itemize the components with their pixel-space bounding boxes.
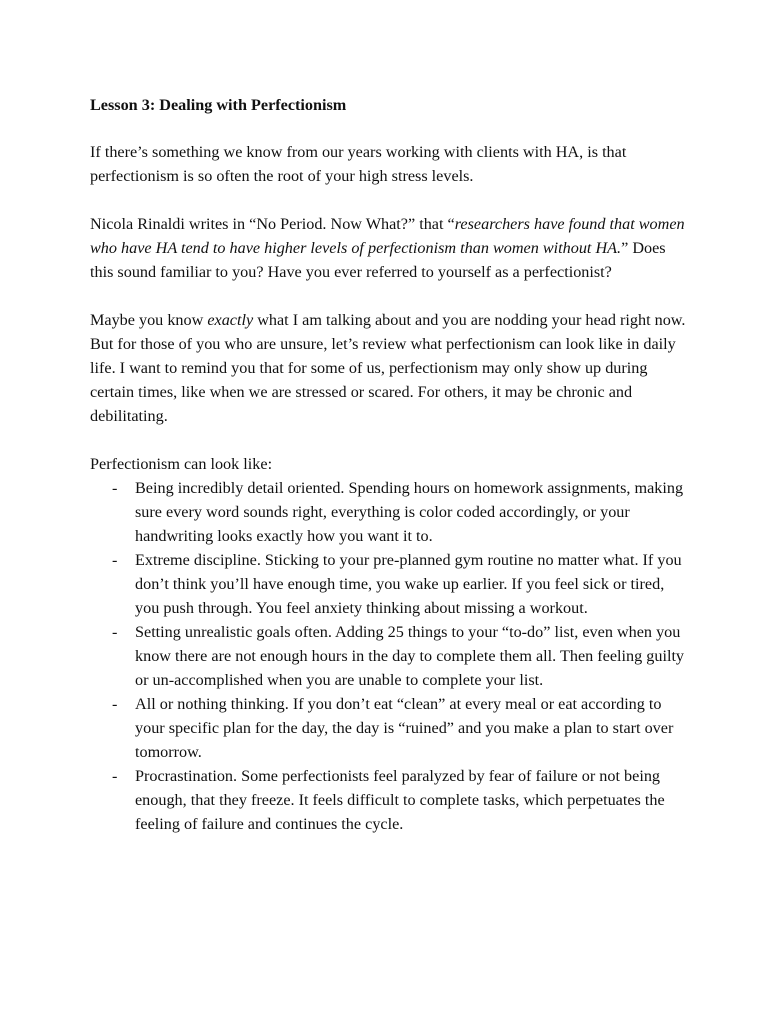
bullet-dash: - bbox=[112, 551, 118, 569]
list-item-text: All or nothing thinking. If you don’t eat “clean” at every meal or eat according to your specific plan for the day, the day is “ruined” and you make a plan to start over tomorrow. bbox=[135, 695, 674, 761]
list-item bbox=[90, 620, 690, 692]
daily-life-tail-text: what I am talking about and you are nodding your head right now. But for those of you who are unsure, let’s review what perfectionism can look like in daily life. I want to remind you that for some of us, perfectionism may only show up during certain times, like when we are stressed or scared. For others, it may be chronic and debilitating. bbox=[90, 311, 686, 425]
list-item bbox=[90, 692, 690, 764]
daily-life-lead-text: Maybe you know bbox=[90, 311, 208, 329]
quote-tail-text: ” Does this sound familiar to you? Have you ever referred to yourself as a perfectionist? bbox=[90, 239, 666, 281]
paragraph-intro: If there’s something we know from our years working with clients with HA, is that perfectionism is so often the root of your high stress levels. bbox=[90, 143, 627, 185]
lesson-title: Lesson 3: Dealing with Perfectionism bbox=[90, 96, 347, 114]
paragraph-daily-life bbox=[90, 308, 690, 428]
list-item-text: Setting unrealistic goals often. Adding 25 things to your “to-do” list, even when you know there are not enough hours in the day to complete them all. Then feeling guilty or un-accomplished when you are unable to complete your list. bbox=[135, 623, 685, 689]
bullet-dash: - bbox=[112, 623, 118, 641]
list-intro: Perfectionism can look like: bbox=[90, 455, 273, 473]
quote-lead-text: Nicola Rinaldi writes in “No Period. Now What?” that “ bbox=[90, 215, 455, 233]
list-item-text: Extreme discipline. Sticking to your pre-planned gym routine no matter what. If you don’t think you’ll have enough time, you wake up earlier. If you feel sick or tired, you push through. You feel anxiety thinking about missing a workout. bbox=[135, 551, 682, 617]
paragraph-rinaldi-quote bbox=[90, 212, 690, 284]
list-item-text: Being incredibly detail oriented. Spending hours on homework assignments, making sure every word sounds right, everything is color coded accordingly, or your handwriting looks exactly how you want it to. bbox=[135, 479, 684, 545]
daily-life-emphasis-text: exactly bbox=[207, 311, 254, 329]
bullet-dash: - bbox=[112, 767, 118, 785]
list-item bbox=[90, 548, 690, 620]
perfectionism-list bbox=[90, 476, 690, 836]
bullet-dash: - bbox=[112, 695, 118, 713]
list-item bbox=[90, 476, 690, 548]
bullet-dash: - bbox=[112, 479, 118, 497]
list-item bbox=[90, 764, 690, 836]
quote-italic-text: researchers have found that women who have HA tend to have higher levels of perfectionism than women without HA. bbox=[90, 215, 685, 257]
list-item-text: Procrastination. Some perfectionists feel paralyzed by fear of failure or not being enough, that they freeze. It feels difficult to complete tasks, which perpetuates the feeling of failure and continues the cycle. bbox=[135, 767, 665, 833]
document-page bbox=[90, 93, 690, 836]
